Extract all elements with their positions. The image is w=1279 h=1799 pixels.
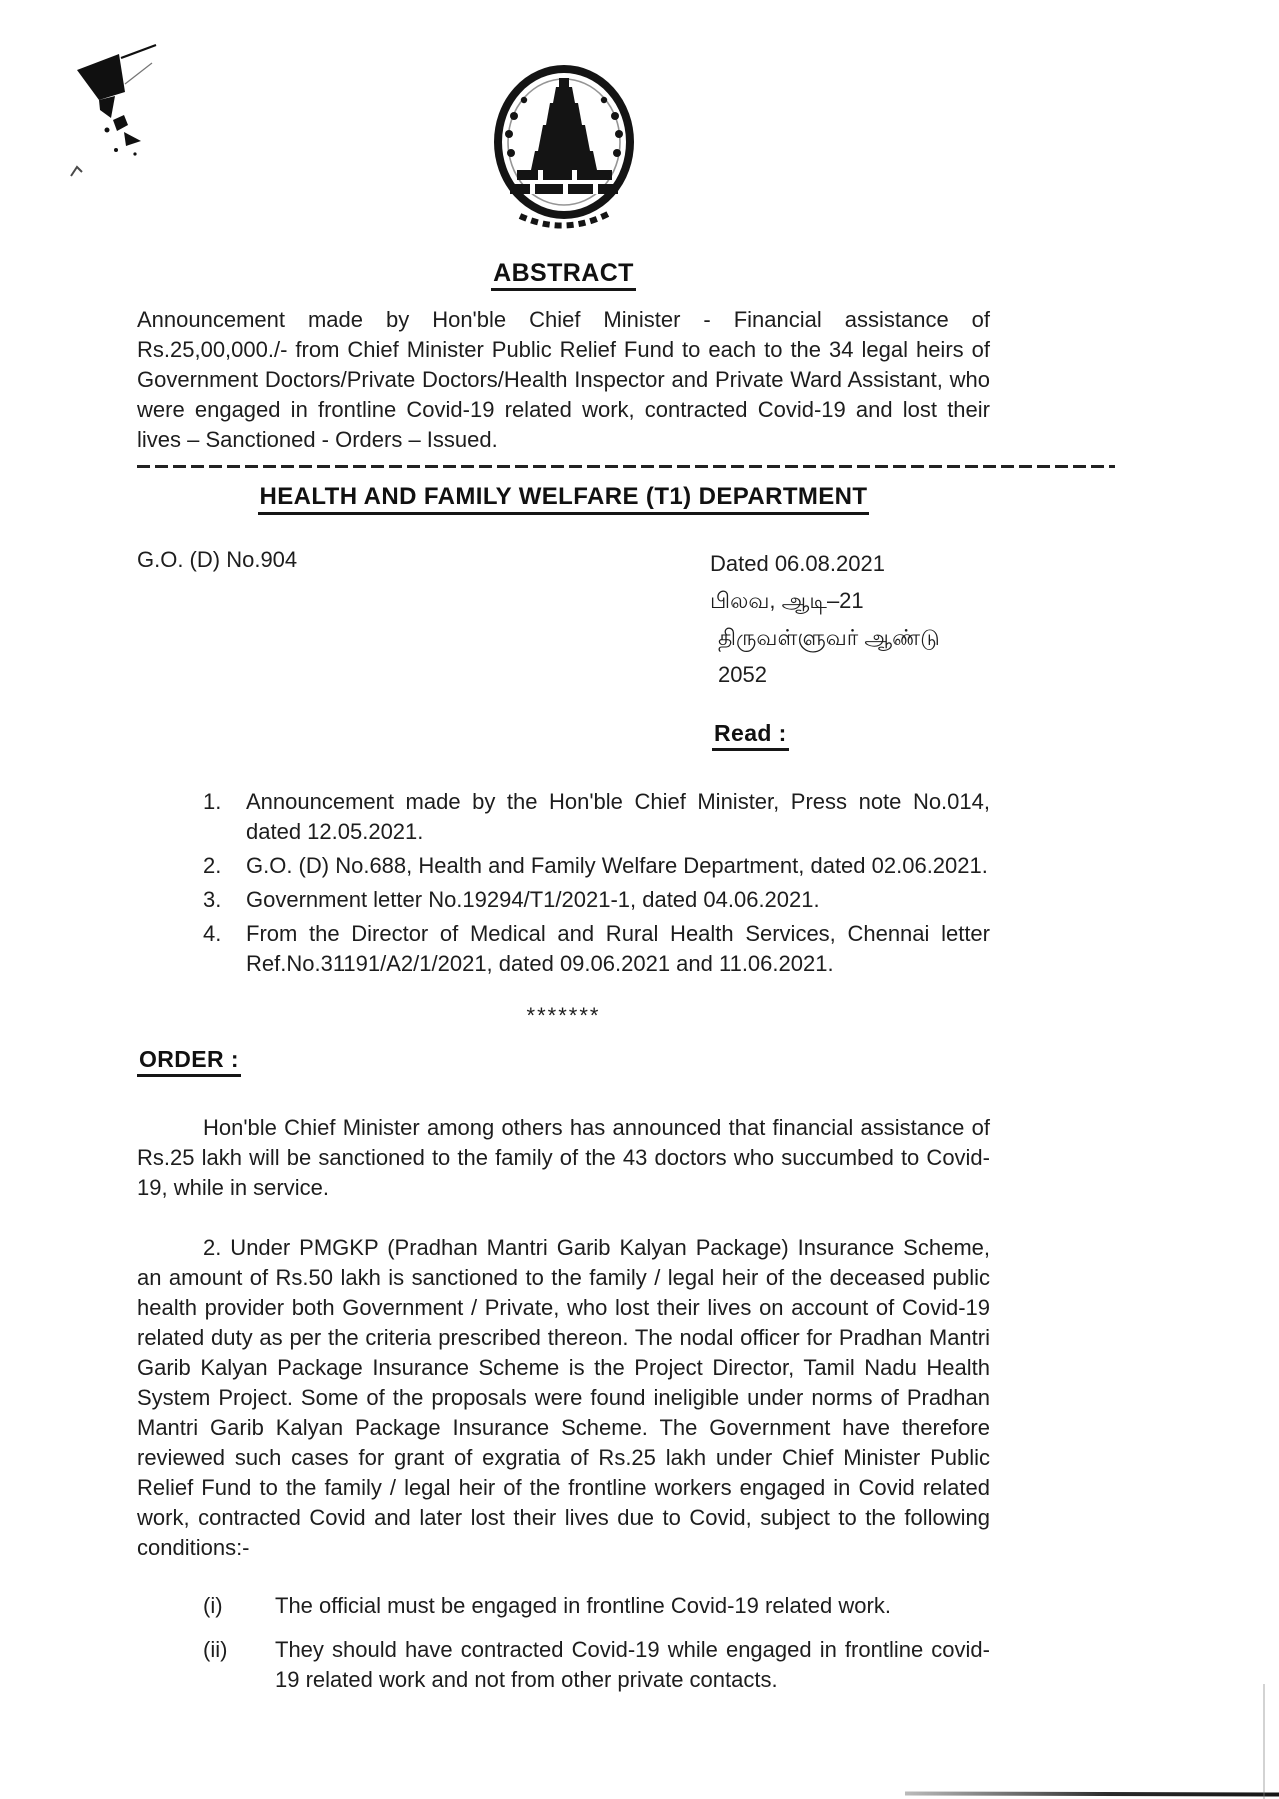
read-item-number: 2. (203, 853, 222, 878)
order-date: Dated 06.08.2021 (710, 551, 885, 576)
condition-item (137, 1635, 990, 1695)
abstract-heading: ABSTRACT (491, 259, 636, 291)
dashed-separator (137, 465, 1115, 468)
read-item-number: 3. (203, 887, 222, 912)
scan-artifact-right (1263, 1684, 1265, 1799)
order-meta-row (137, 545, 990, 693)
read-item-text: Government letter No.19294/T1/2021-1, dated 04.06.2021. (246, 887, 820, 912)
condition-item (137, 1591, 990, 1621)
condition-number: (ii) (203, 1637, 228, 1662)
read-item (137, 919, 990, 979)
read-item-number: 1. (203, 789, 222, 814)
read-item (137, 851, 990, 881)
pen-mark (68, 163, 86, 181)
read-item-number: 4. (203, 921, 222, 946)
order-paragraph-2: 2. Under PMGKP (Pradhan Mantri Garib Kalyan Package) Insurance Scheme, an amount of Rs.50 lakh is sanctioned to the family / legal heir of the deceased public health provider both Government / Private, who lost their lives on account of Covid-19 related duty as per the criteria prescribed thereon. The nodal officer for Pradhan Mantri Garib Kalyan Package Insurance Scheme is the Project Director, Tamil Nadu Health System Project. Some of the proposals were found ineligible under norms of Pradhan Mantri Garib Kalyan Package Insurance Scheme. The Government have therefore reviewed such cases for grant of exgratia of Rs.25 lakh under Chief Minister Public Relief Fund to the family / legal heir of the frontline workers engaged in Covid related work, contracted Covid and later lost their lives due to Covid, subject to the following conditions:- (137, 1235, 990, 1560)
read-item-text: Announcement made by the Hon'ble Chief Minister, Press note No.014, dated 12.05.2021. (246, 789, 990, 844)
date-block (710, 545, 990, 693)
read-item (137, 787, 990, 847)
read-item (137, 885, 990, 915)
stars-separator: ******* (526, 1003, 601, 1028)
tamil-year-line: திருவள்ளுவர் ஆண்டு 2052 (718, 625, 940, 687)
ink-stamp-mark (55, 42, 175, 182)
department-heading: HEALTH AND FAMILY WELFARE (T1) DEPARTMENT (258, 483, 870, 515)
read-item-text: G.O. (D) No.688, Health and Family Welfare Department, dated 02.06.2021. (246, 853, 988, 878)
tamil-date-line: பிலவ, ஆடி–21 (710, 588, 864, 613)
condition-text: They should have contracted Covid-19 while engaged in frontline covid-19 related work and not from other private contacts. (275, 1637, 990, 1692)
condition-number: (i) (203, 1593, 223, 1618)
read-item-text: From the Director of Medical and Rural Health Services, Chennai letter Ref.No.31191/A2/1/2021, dated 09.06.2021 and 11.06.2021. (246, 921, 990, 976)
read-list (137, 787, 990, 979)
abstract-paragraph: Announcement made by Hon'ble Chief Minister - Financial assistance of Rs.25,00,000./- from Chief Minister Public Relief Fund to each to the 34 legal heirs of Government Doctors/Private Doctors/Health Inspector and Private Ward Assistant, who were engaged in frontline Covid-19 related work, contracted Covid-19 and lost their lives – Sanctioned - Orders – Issued. (137, 307, 990, 452)
read-heading: Read : (712, 719, 789, 751)
tamil-nadu-emblem (476, 58, 651, 243)
go-number: G.O. (D) No.904 (137, 547, 298, 572)
order-heading: ORDER : (137, 1045, 241, 1077)
scan-artifact-bottom (905, 1792, 1279, 1797)
condition-text: The official must be engaged in frontline Covid-19 related work. (275, 1593, 891, 1618)
order-paragraph-1: Hon'ble Chief Minister among others has announced that financial assistance of Rs.25 lakh will be sanctioned to the family of the 43 doctors who succumbed to Covid-19, while in service. (137, 1115, 990, 1200)
conditions-list (137, 1591, 990, 1695)
